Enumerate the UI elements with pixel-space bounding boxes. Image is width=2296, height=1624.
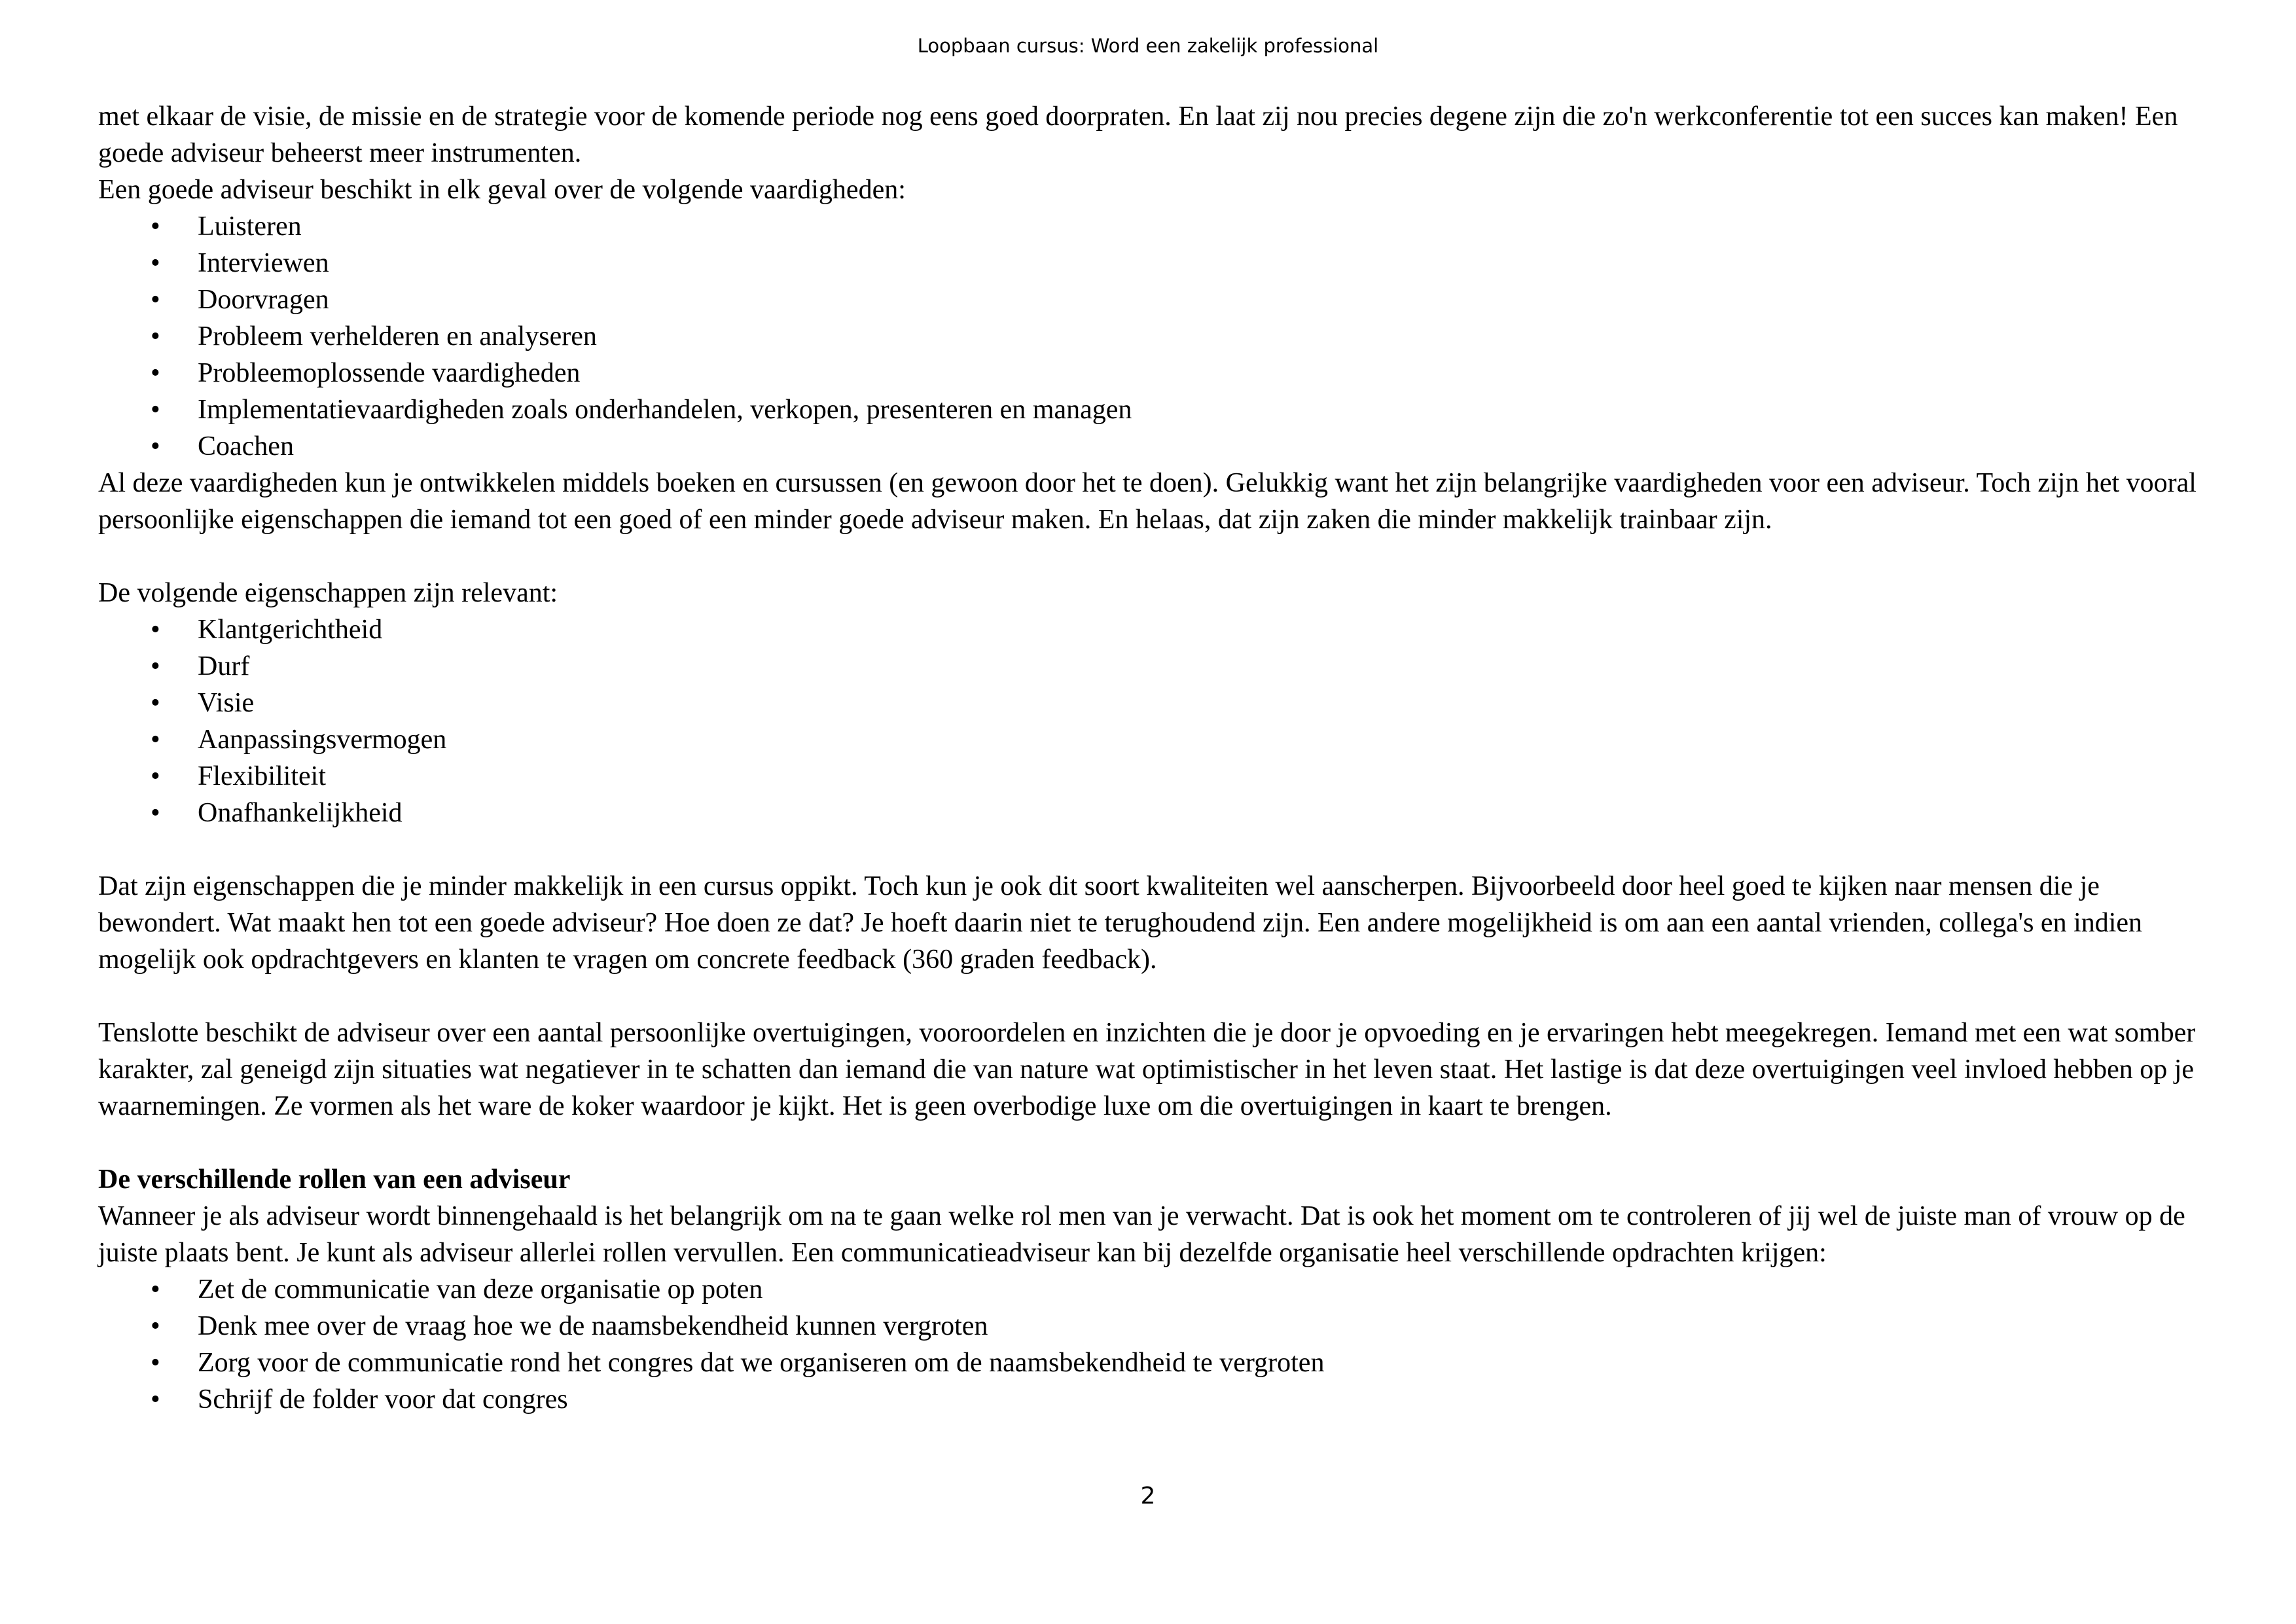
paragraph-skills-intro: Een goede adviseur beschikt in elk geval over de volgende vaardigheden: (98, 175, 906, 205)
bullet-icon: • (151, 615, 160, 645)
list-item (98, 281, 2219, 318)
list-item-text: Probleemoplossende vaardigheden (198, 358, 581, 388)
list-item-text: Schrijf de folder voor dat congres (198, 1384, 568, 1415)
list-item-text: Implementatievaardigheden zoals onderhandelen, verkopen, presenteren en managen (198, 395, 1132, 425)
list-item-text: Flexibiliteit (198, 761, 326, 791)
list-item (98, 611, 2219, 648)
list-item-text: Interviewen (198, 248, 329, 278)
list-item-text: Zorg voor de communicatie rond het congres dat we organiseren om de naamsbekendheid te vergroten (198, 1348, 1325, 1378)
roles-list (98, 1271, 2219, 1418)
page-number: 2 (1140, 1483, 1156, 1509)
list-item-text: Doorvragen (198, 285, 329, 315)
skills-list (98, 208, 2219, 465)
list-item-text: Visie (198, 688, 255, 718)
bullet-icon: • (151, 761, 160, 791)
bullet-icon: • (151, 725, 160, 755)
page-header: Loopbaan cursus: Word een zakelijk professional (917, 35, 1379, 57)
list-item (98, 208, 2219, 245)
list-item-text: Probleem verhelderen en analyseren (198, 321, 597, 352)
list-item (98, 648, 2219, 685)
list-item (98, 795, 2219, 831)
bullet-icon: • (151, 431, 160, 461)
list-item (98, 1308, 2219, 1344)
bullet-icon: • (151, 211, 160, 242)
list-item (98, 1271, 2219, 1308)
traits-list (98, 611, 2219, 831)
list-item (98, 355, 2219, 391)
list-item (98, 721, 2219, 758)
list-item (98, 245, 2219, 281)
bullet-icon: • (151, 395, 160, 425)
section-heading-roles: De verschillende rollen van een adviseur (98, 1164, 571, 1195)
paragraph-skills-note: Al deze vaardigheden kun je ontwikkelen middels boeken en cursussen (en gewoon door het te doen). Gelukkig want het zijn belangrijke vaardigheden voor een adviseur. Toch zijn het vooral persoonlijke eigenschappen die iemand tot een goed of een minder goede adviseur maken. En helaas, dat zijn zaken die minder makkelijk trainbaar zijn. (98, 468, 2197, 535)
bullet-icon: • (151, 1348, 160, 1378)
list-item-text: Zet de communicatie van deze organisatie op poten (198, 1274, 763, 1305)
bullet-icon: • (151, 321, 160, 352)
bullet-icon: • (151, 285, 160, 315)
list-item (98, 318, 2219, 355)
paragraph-intro: met elkaar de visie, de missie en de strategie voor de komende periode nog eens goed doorpraten. En laat zij nou precies degene zijn die zo'n werkconferentie tot een succes kan maken! Een goede adviseur beheerst meer instrumenten. (98, 101, 2178, 168)
paragraph-roles: Wanneer je als adviseur wordt binnengehaald is het belangrijk om na te gaan welke rol men van je verwacht. Dat is ook het moment om te controleren of jij wel de juiste man of vrouw op de juiste plaats bent. Je kunt als adviseur allerlei rollen vervullen. Een communicatieadviseur kan bij dezelfde organisatie heel verschillende opdrachten krijgen: (98, 1201, 2185, 1268)
bullet-icon: • (151, 248, 160, 278)
list-item-text: Denk mee over de vraag hoe we de naamsbekendheid kunnen vergroten (198, 1311, 988, 1341)
list-item-text: Durf (198, 651, 250, 681)
list-item (98, 391, 2219, 428)
bullet-icon: • (151, 1274, 160, 1305)
bullet-icon: • (151, 358, 160, 388)
bullet-icon: • (151, 688, 160, 718)
paragraph-traits-intro: De volgende eigenschappen zijn relevant: (98, 578, 558, 608)
document-body (98, 98, 2219, 1418)
list-item-text: Klantgerichtheid (198, 615, 383, 645)
bullet-icon: • (151, 798, 160, 828)
paragraph-beliefs: Tenslotte beschikt de adviseur over een aantal persoonlijke overtuigingen, vooroordelen en inzichten die je door je opvoeding en je ervaringen hebt meegekregen. Iemand met een wat somber karakter, zal geneigd zijn situaties wat negatiever in te schatten dan iemand die van nature wat optimistischer in het leven staat. Het lastige is dat deze overtuigingen veel invloed hebben op je waarnemingen. Ze vormen als het ware de koker waardoor je kijkt. Het is geen overbodige luxe om die overtuigingen in kaart te brengen. (98, 1018, 2196, 1121)
list-item (98, 1381, 2219, 1418)
bullet-icon: • (151, 651, 160, 681)
list-item-text: Onafhankelijkheid (198, 798, 403, 828)
list-item (98, 428, 2219, 465)
bullet-icon: • (151, 1311, 160, 1341)
list-item-text: Coachen (198, 431, 294, 461)
list-item (98, 685, 2219, 721)
paragraph-traits-note: Dat zijn eigenschappen die je minder makkelijk in een cursus oppikt. Toch kun je ook dit soort kwaliteiten wel aanscherpen. Bijvoorbeeld door heel goed te kijken naar mensen die je bewondert. Wat maakt hen tot een goede adviseur? Hoe doen ze dat? Je hoeft daarin niet te terughoudend zijn. Een andere mogelijkheid is om aan een aantal vrienden, collega's en indien mogelijk ook opdrachtgevers en klanten te vragen om concrete feedback (360 graden feedback). (98, 871, 2143, 975)
list-item-text: Aanpassingsvermogen (198, 725, 447, 755)
list-item-text: Luisteren (198, 211, 302, 242)
bullet-icon: • (151, 1384, 160, 1415)
list-item (98, 1344, 2219, 1381)
list-item (98, 758, 2219, 795)
